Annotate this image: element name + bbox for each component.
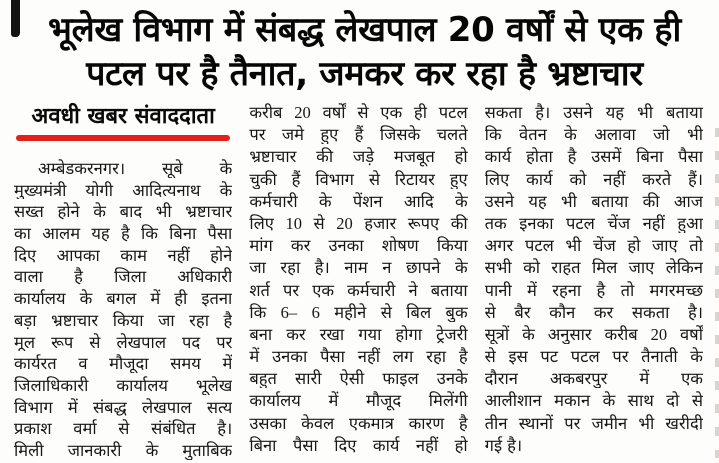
- article-line: विभाग में संबद्ध लेखपाल सत्य: [14, 397, 233, 417]
- article-line: का आलम यह है कि बिना पैसा: [14, 224, 233, 243]
- article-line: लिए 10 से 20 हजार रूपए की: [249, 213, 468, 233]
- article-line: मूल रूप से लेखपाल पद पर: [14, 332, 233, 352]
- article-line: प्रकाश वर्मा से संबंधित है।: [14, 419, 233, 438]
- article-line: कि वेतन के अलावा जो भी: [484, 125, 703, 145]
- column-lines-middle: [249, 100, 467, 455]
- article-line: गई है।: [484, 435, 523, 455]
- article-line: तक इनका पटल चेंज नहीं हुआ: [484, 213, 703, 233]
- article-line: भ्रष्टाचार की जड़े मजबूत हो: [249, 147, 468, 167]
- article-line: उसने यह भी बताया की आज: [484, 191, 703, 211]
- article-line: बना कर रखा गया होगा ट्रेजरी: [249, 324, 468, 344]
- article-line: अम्बेडकरनगर। सूबे के: [38, 159, 233, 178]
- headline-line-2: पटल पर है तैनात, जमकर कर रहा है भ्रष्टाचार: [86, 54, 643, 94]
- article-line: सख्त होने के बाद भी भ्रष्टाचार: [14, 202, 233, 222]
- article-line: चुकी हैं विभाग से रिटायर हुए: [249, 169, 468, 189]
- article-line: में उनका पैसा नहीं लग रहा है: [249, 347, 468, 367]
- article-line: बिना पैसा दिए कार्य नहीं हो: [249, 435, 468, 455]
- article-line: बहुत सारी ऐसी फाइल उनके: [249, 369, 468, 389]
- article-line: कार्यरत व मौजूदा समय में: [14, 354, 233, 373]
- article-columns: [14, 100, 703, 463]
- headline-line-1: भूलेख विभाग में संबद्ध लेखपाल 20 वर्षों से एक ही: [48, 10, 681, 50]
- article-line: पानी में रहना है तो मगरमच्छ: [484, 280, 703, 300]
- article-line: शर्त पर एक कर्मचारी ने बताया: [249, 280, 468, 300]
- article-line: लिए कार्य को नहीं करते हैं।: [484, 169, 703, 189]
- article-line: कि 6– 6 महीने से बिल बुक: [249, 302, 468, 322]
- article-line: बड़ा भ्रष्टाचार किया जा रहा है: [14, 310, 233, 330]
- article-line: कार्यालय में मौजूद मिलेंगी: [249, 391, 468, 411]
- torn-edge-marks-right: [715, 128, 719, 458]
- article-line: आलीशान मकान के साथ दो से: [484, 391, 703, 411]
- article-column-left: [14, 100, 232, 463]
- article-line: करीब 20 वर्षों से एक ही पटल: [249, 103, 468, 122]
- article-line: पर जमे हुए हैं जिसके चलते: [249, 125, 468, 145]
- article-line: कार्यालय के बगल में ही इतना: [14, 289, 233, 308]
- article-line: सभी को राहत मिल जाए लेकिन: [484, 258, 703, 278]
- byline: अवधी खबर संवाददाता: [31, 104, 215, 129]
- article-line: जिलाधिकारी कार्यालय भूलेख: [14, 375, 233, 395]
- article-line: मिली जानकारी के मुताबिक: [14, 440, 233, 460]
- article-line: दौरान अकबरपुर में एक: [484, 369, 703, 389]
- article-line: कार्य होता है उसमें बिना पैसा: [484, 147, 703, 167]
- article-line: तीन स्थानों पर जमीन भी खरीदी: [484, 413, 703, 433]
- article-line: दिए आपका काम नहीं होने: [14, 245, 233, 265]
- article-line: से बैर कौन कर सकता है।: [484, 302, 703, 322]
- article-line: सकता है। उसने यह भी बताया: [484, 103, 703, 122]
- byline-block: [14, 100, 232, 141]
- article-line: उसका केवल एकमात्र कारण है: [249, 413, 468, 433]
- article-line: वाला है जिला अधिकारी: [14, 267, 233, 287]
- column-lines-right: [485, 100, 703, 455]
- article-column-right: [485, 100, 703, 463]
- article-column-middle: [249, 100, 467, 463]
- article-line: मुख्यमंत्री योगी आदित्यनाथ के: [14, 180, 233, 200]
- article-line: अगर पटल भी चेंज हो जाए तो: [484, 236, 703, 256]
- article-line: मांग कर उनका शोषण किया: [249, 236, 468, 256]
- torn-edge-mark: [11, 0, 20, 37]
- headline: [0, 0, 719, 100]
- article-line: जा रहा है। नाम न छापने के: [249, 258, 468, 278]
- article-line: से इस पट पटल पर तैनाती के: [484, 347, 703, 367]
- article-line: सूत्रों के अनुसार करीब 20 वर्षों: [484, 324, 703, 344]
- byline-underline: [16, 135, 230, 141]
- article-line: कर्मचारी के पेंशन आदि के: [249, 191, 468, 211]
- column-lines-left: [14, 156, 232, 460]
